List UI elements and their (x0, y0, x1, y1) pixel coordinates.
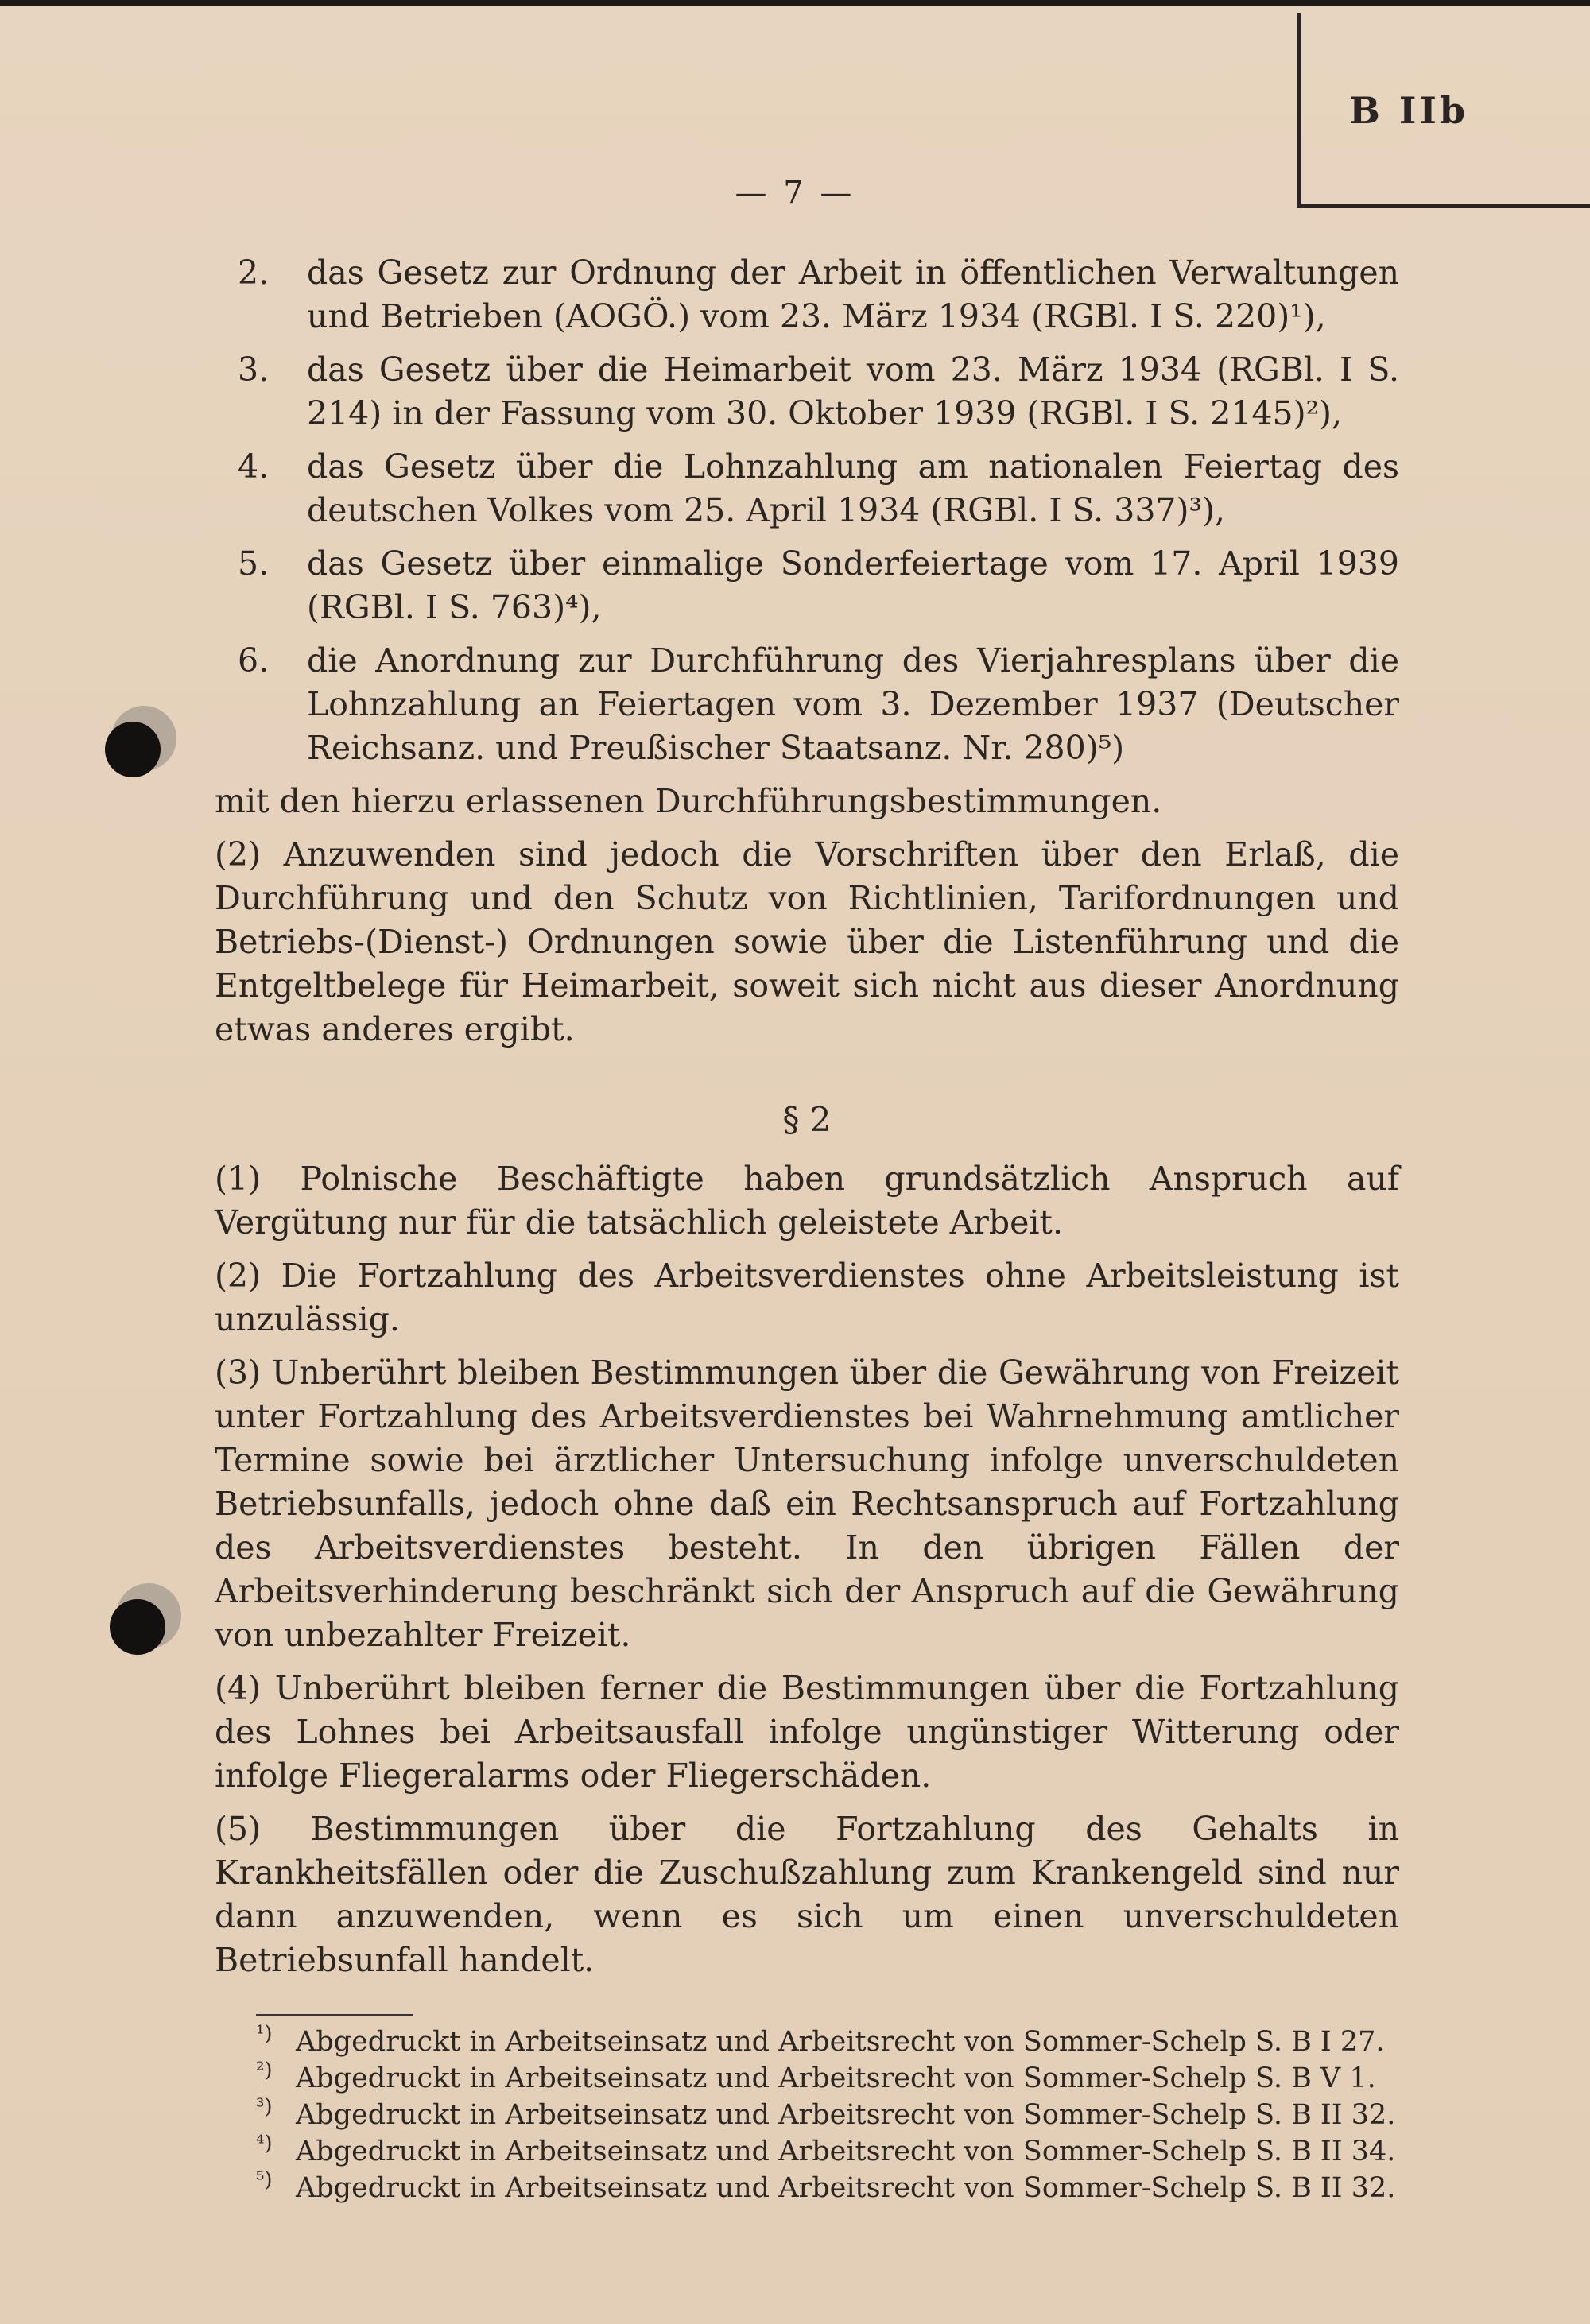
list-item (215, 251, 1399, 339)
list-item-number: 4. (238, 447, 270, 486)
paragraph-2-1: (1) Polnische Beschäftigte haben grundsätzlich Anspruch auf Vergütung nur für die tatsächlich geleistete Arbeit. (215, 1160, 1399, 1241)
paragraph-2-4: (4) Unberührt bleiben ferner die Bestimmungen über die Fortzahlung des Lohnes bei Arbeitsausfall infolge ungünstiger Witterung oder infolge Fliegeralarms oder Fliegerschäden. (215, 1669, 1399, 1795)
list-closing-text: mit den hierzu erlassenen Durchführungsbestimmungen. (215, 782, 1162, 820)
list-item-text: das Gesetz über die Lohnzahlung am nationalen Feiertag des deutschen Volkes vom 25. April 1934 (RGBl. I S. 337)³), (307, 447, 1399, 529)
law-list (215, 251, 1399, 770)
list-item (215, 542, 1399, 629)
list-item-text: das Gesetz über einmalige Sonderfeiertage vom 17. April 1939 (RGBl. I S. 763)⁴), (307, 544, 1399, 626)
footnotes (256, 2024, 1399, 2206)
list-item (215, 348, 1399, 436)
paragraph-2-5: (5) Bestimmungen über die Fortzahlung des Gehalts in Krankheitsfällen oder die Zuschußzahlung zum Krankengeld sind nur dann anzuwenden, wenn es sich um einen unverschuldeten Betriebsunfall handelt. (215, 1810, 1399, 1979)
list-item (215, 639, 1399, 770)
list-item-number: 6. (238, 641, 270, 680)
paragraph-1-2: (2) Anzuwenden sind jedoch die Vorschriften über den Erlaß, die Durchführung und den Schutz von Richtlinien, Tarifordnungen und Betriebs-(Dienst-) Ordnungen sowie über die Listenführung und die Entgeltbelege für Heimarbeit, soweit sich nicht aus dieser Anordnung etwas anderes ergibt. (215, 835, 1399, 1048)
footnote-text: Abgedruckt in Arbeitseinsatz und Arbeitsrecht von Sommer-Schelp S. B I 27. (296, 2026, 1385, 2058)
footnote-text: Abgedruckt in Arbeitseinsatz und Arbeitsrecht von Sommer-Schelp S. B II 32. (296, 2099, 1396, 2131)
footnote-text: Abgedruckt in Arbeitseinsatz und Arbeitsrecht von Sommer-Schelp S. B II 32. (296, 2172, 1396, 2204)
document-body (215, 251, 1399, 2206)
list-item (215, 445, 1399, 533)
footnote: ⁵) Abgedruckt in Arbeitseinsatz und Arbeitsrecht von Sommer-Schelp S. B II 32. (256, 2168, 1396, 2204)
punch-hole-icon (110, 1599, 165, 1655)
register-tab-label: B IIb (1349, 89, 1469, 132)
footnote: ²) Abgedruckt in Arbeitseinsatz und Arbeitsrecht von Sommer-Schelp S. B V 1. (256, 2059, 1376, 2094)
list-item-text: die Anordnung zur Durchführung des Vierjahresplans über die Lohnzahlung an Feiertagen vom 3. Dezember 1937 (Deutscher Reichsanz. und Preußischer Staatsanz. Nr. 280)⁵) (307, 641, 1399, 767)
list-item-text: das Gesetz zur Ordnung der Arbeit in öffentlichen Verwaltungen und Betrieben (AOGÖ.) vom 23. März 1934 (RGBl. I S. 220)¹), (307, 254, 1399, 335)
list-item-number: 3. (238, 351, 270, 389)
page-number: — 7 — (735, 175, 855, 211)
list-item-number: 2. (238, 254, 270, 292)
footnote: ¹) Abgedruckt in Arbeitseinsatz und Arbeitsrecht von Sommer-Schelp S. B I 27. (256, 2022, 1385, 2058)
section-heading: § 2 (782, 1100, 832, 1139)
list-item-number: 5. (238, 544, 270, 583)
paragraph-2-3: (3) Unberührt bleiben Bestimmungen über die Gewährung von Freizeit unter Fortzahlung des Arbeitsverdienstes bei Wahrnehmung amtlicher Termine sowie bei ärztlicher Untersuchung infolge unverschuldeten Betriebsunfalls, jedoch ohne daß ein Rechtsanspruch auf Fortzahlung des Arbeitsverdienstes besteht. In den übrigen Fällen der Arbeitsverhinderung beschränkt sich der Anspruch auf die Gewährung von unbezahlter Freizeit. (215, 1354, 1399, 1654)
footnote-text: Abgedruckt in Arbeitseinsatz und Arbeitsrecht von Sommer-Schelp S. B II 34. (296, 2136, 1396, 2167)
footnote: ³) Abgedruckt in Arbeitseinsatz und Arbeitsrecht von Sommer-Schelp S. B II 32. (256, 2095, 1396, 2131)
list-item-text: das Gesetz über die Heimarbeit vom 23. März 1934 (RGBl. I S. 214) in der Fassung vom 30. Oktober 1939 (RGBl. I S. 2145)²), (307, 351, 1399, 432)
footnote-divider (256, 2014, 413, 2016)
footnote: ⁴) Abgedruckt in Arbeitseinsatz und Arbeitsrecht von Sommer-Schelp S. B II 34. (256, 2132, 1396, 2167)
paragraph-2-2: (2) Die Fortzahlung des Arbeitsverdienstes ohne Arbeitsleistung ist unzulässig. (215, 1257, 1399, 1338)
footnote-text: Abgedruckt in Arbeitseinsatz und Arbeitsrecht von Sommer-Schelp S. B V 1. (296, 2063, 1376, 2094)
punch-hole-icon (105, 722, 161, 777)
